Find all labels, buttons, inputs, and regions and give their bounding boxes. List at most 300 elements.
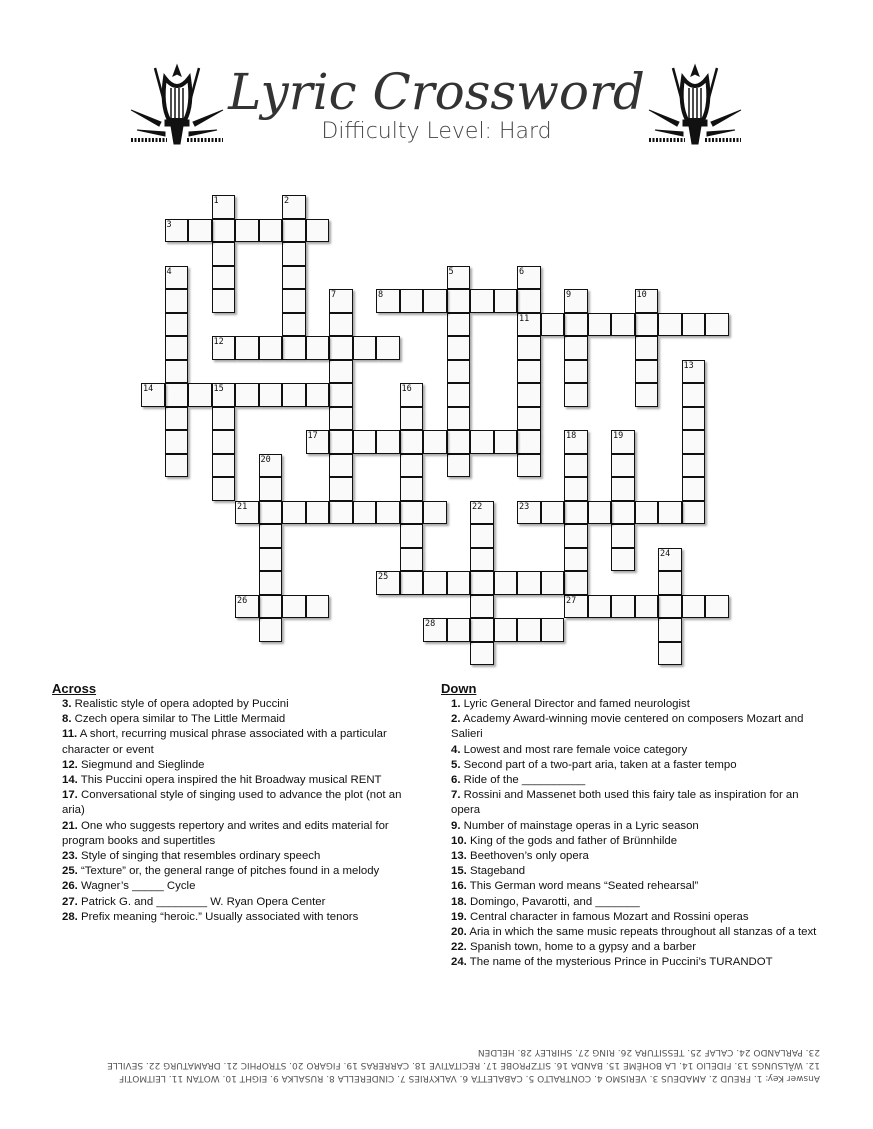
grid-cell[interactable]: [329, 477, 353, 501]
grid-cell[interactable]: [564, 430, 588, 454]
grid-cell[interactable]: [165, 360, 189, 384]
grid-cell[interactable]: [282, 313, 306, 337]
clue-text: Aria in which the same music repeats throughout all stanzas of a text: [466, 926, 817, 939]
clue-item: [52, 727, 412, 757]
grid-cell[interactable]: [682, 407, 706, 431]
grid-cell[interactable]: [447, 383, 471, 407]
clue-item: [441, 849, 821, 864]
grid-cell[interactable]: [400, 430, 424, 454]
clue-number: 13.: [451, 850, 467, 863]
grid-cell[interactable]: [259, 219, 283, 243]
clue-item: [52, 864, 412, 879]
clue-number: 15: [213, 384, 224, 394]
grid-cell[interactable]: [259, 477, 283, 501]
grid-cell[interactable]: [259, 454, 283, 478]
grid-cell[interactable]: [165, 336, 189, 360]
grid-cell[interactable]: [400, 571, 424, 595]
grid-cell[interactable]: [400, 524, 424, 548]
grid-cell[interactable]: [564, 571, 588, 595]
grid-cell[interactable]: [212, 383, 236, 407]
grid-cell[interactable]: [212, 195, 236, 219]
answer-key-line: 23. PARLANDO 24. CALAF 25. TESSITURA 26. RING 27. SHIRLEY 28. HELDEN: [477, 1047, 820, 1057]
grid-cell[interactable]: [329, 407, 353, 431]
clue-text: Rossini and Massenet both used this fairy tale as inspiration for an opera: [451, 789, 799, 817]
grid-cell[interactable]: [259, 383, 283, 407]
grid-cell[interactable]: [306, 430, 330, 454]
grid-cell[interactable]: [470, 289, 494, 313]
clue-number: 21.: [62, 819, 78, 832]
grid-cell[interactable]: [635, 336, 659, 360]
grid-cell[interactable]: [682, 313, 706, 337]
clue-number: 11: [519, 313, 530, 324]
grid-cell[interactable]: [423, 618, 447, 642]
grid-cell[interactable]: [165, 407, 189, 431]
grid-cell[interactable]: [611, 477, 635, 501]
grid-cell[interactable]: [635, 383, 659, 407]
grid-cell[interactable]: [658, 501, 682, 525]
grid-cell[interactable]: [564, 360, 588, 384]
grid-cell[interactable]: [329, 501, 353, 525]
grid-cell[interactable]: [212, 336, 236, 360]
across-heading: Across: [52, 681, 97, 696]
grid-cell[interactable]: [611, 313, 635, 337]
grid-cell[interactable]: [611, 595, 635, 619]
clue-text: The name of the mysterious Prince in Puccini’s TURANDOT: [466, 956, 773, 969]
clue-item: [441, 940, 821, 955]
grid-cell[interactable]: [376, 571, 400, 595]
answer-key-line: Answer Key: 1. FREUD 2. AMADEUS 3. VERISMO 4. CONTRALTO 5. CABALETTA 6. VALKYRIES 7. CINDERELLA 8. RUSALKA 9. EIGHT 10. WOTAN 11. LEITMOTIF: [118, 1073, 820, 1083]
grid-cell[interactable]: [212, 430, 236, 454]
clue-item: [52, 910, 412, 925]
clue-number: 3.: [62, 698, 72, 710]
clue-item: [441, 758, 821, 773]
grid-cell[interactable]: [517, 266, 541, 290]
grid-cell[interactable]: [588, 313, 612, 337]
grid-cell[interactable]: [165, 383, 189, 407]
clue-number: 18.: [451, 895, 467, 908]
clue-number: 8: [378, 290, 384, 300]
grid-cell[interactable]: [212, 454, 236, 478]
grid-cell[interactable]: [564, 383, 588, 407]
grid-cell[interactable]: [306, 219, 330, 243]
clue-number: 14.: [62, 774, 78, 787]
clue-text: Spanish town, home to a gypsy and a barber: [466, 941, 697, 954]
clue-item: [441, 925, 821, 940]
answer-key-line: 12. WÄLSUNGS 13. FIDELIO 14. LA BOHÈME 15. BANDA 16. SITZPROBE 17. RECITATIVE 18. CARRERAS 19. FIGARO 20. STROPHIC 21. DRAMATURG 22. SEVILLE: [107, 1060, 820, 1070]
grid-cell[interactable]: [682, 477, 706, 501]
clue-item: [441, 819, 821, 834]
grid-cell[interactable]: [376, 430, 400, 454]
clue-number: 16.: [451, 880, 467, 893]
grid-cell[interactable]: [470, 548, 494, 572]
grid-cell[interactable]: [517, 454, 541, 478]
grid-cell[interactable]: [259, 501, 283, 525]
clue-item: [52, 773, 412, 788]
clue-text: Academy Award-winning movie centered on composers Mozart and Salieri: [451, 713, 804, 741]
grid-cell[interactable]: [259, 571, 283, 595]
grid-cell[interactable]: [306, 336, 330, 360]
grid-cell[interactable]: [400, 383, 424, 407]
grid-cell[interactable]: [400, 548, 424, 572]
clue-text: Patrick G. and ________ W. Ryan Opera Center: [77, 895, 326, 908]
clue-number: 23.: [62, 850, 78, 863]
grid-cell[interactable]: [494, 289, 518, 313]
lyre-emblem-icon: [645, 60, 745, 148]
grid-cell[interactable]: [259, 618, 283, 642]
grid-cell[interactable]: [611, 548, 635, 572]
grid-cell[interactable]: [165, 313, 189, 337]
grid-cell[interactable]: [470, 618, 494, 642]
grid-cell[interactable]: [282, 266, 306, 290]
clue-number: 8.: [62, 713, 72, 726]
grid-cell[interactable]: [400, 289, 424, 313]
grid-cell[interactable]: [494, 618, 518, 642]
clue-text: This German word means “Seated rehearsal”: [466, 880, 699, 893]
clue-text: Stageband: [466, 865, 526, 878]
clue-number: 16: [401, 384, 412, 394]
grid-cell[interactable]: [282, 336, 306, 360]
grid-cell[interactable]: [658, 595, 682, 619]
grid-cell[interactable]: [212, 407, 236, 431]
grid-cell[interactable]: [212, 289, 236, 313]
clue-text: Czech opera similar to The Little Mermaid: [71, 713, 286, 726]
grid-cell[interactable]: [541, 313, 565, 337]
grid-cell[interactable]: [235, 501, 259, 525]
grid-cell[interactable]: [235, 383, 259, 407]
clue-number: 4.: [451, 743, 461, 756]
clue-number: 24: [660, 548, 671, 559]
grid-cell[interactable]: [282, 501, 306, 525]
grid-cell[interactable]: [400, 407, 424, 431]
clue-number: 27.: [62, 895, 78, 908]
grid-cell[interactable]: [212, 266, 236, 290]
clue-text: Ride of the __________: [460, 774, 586, 787]
clue-number: 5.: [451, 758, 461, 771]
clue-item: [52, 697, 412, 712]
grid-cell[interactable]: [517, 336, 541, 360]
difficulty-label: Difficulty Level: Hard: [321, 119, 552, 144]
grid-cell[interactable]: [447, 336, 471, 360]
grid-cell[interactable]: [212, 242, 236, 266]
clue-number: 19.: [451, 910, 467, 923]
grid-cell[interactable]: [658, 313, 682, 337]
clue-text: Central character in famous Mozart and Rossini operas: [466, 910, 749, 923]
grid-cell[interactable]: [447, 289, 471, 313]
clue-number: 28: [425, 619, 436, 629]
grid-cell[interactable]: [235, 336, 259, 360]
clue-text: Style of singing that resembles ordinary speech: [77, 850, 321, 863]
grid-cell[interactable]: [423, 430, 447, 454]
grid-cell[interactable]: [635, 501, 659, 525]
clue-item: [441, 773, 821, 788]
grid-cell[interactable]: [306, 501, 330, 525]
across-clues: [52, 680, 412, 925]
clue-text: Conversational style of singing used to advance the plot (not an aria): [62, 789, 402, 817]
clue-item: [441, 788, 821, 818]
grid-cell[interactable]: [564, 501, 588, 525]
grid-cell[interactable]: [564, 336, 588, 360]
grid-cell[interactable]: [165, 454, 189, 478]
grid-cell[interactable]: [564, 454, 588, 478]
grid-cell[interactable]: [447, 360, 471, 384]
grid-cell[interactable]: [682, 383, 706, 407]
grid-cell[interactable]: [282, 289, 306, 313]
grid-cell[interactable]: [564, 313, 588, 337]
grid-cell[interactable]: [517, 360, 541, 384]
grid-cell[interactable]: [423, 501, 447, 525]
clue-number: 12.: [62, 758, 78, 771]
clue-number: 7.: [451, 789, 461, 802]
grid-cell[interactable]: [165, 430, 189, 454]
grid-cell[interactable]: [188, 219, 212, 243]
clue-item: [441, 712, 821, 742]
clue-number: 6: [519, 266, 525, 277]
grid-cell[interactable]: [611, 501, 635, 525]
clue-text: Second part of a two-part aria, taken at a faster tempo: [460, 758, 737, 771]
grid-cell[interactable]: [329, 454, 353, 478]
clue-number: 17: [307, 431, 318, 441]
grid-cell[interactable]: [353, 336, 377, 360]
grid-cell[interactable]: [470, 524, 494, 548]
clue-text: A short, recurring musical phrase associated with a particular character or event: [62, 728, 387, 756]
grid-cell[interactable]: [447, 571, 471, 595]
grid-cell[interactable]: [658, 618, 682, 642]
clue-text: Siegmund and Sieglinde: [77, 758, 205, 771]
grid-cell[interactable]: [470, 430, 494, 454]
clue-text: Realistic style of opera adopted by Puccini: [71, 698, 289, 710]
grid-cell[interactable]: [423, 571, 447, 595]
clue-text: King of the gods and father of Brünnhilde: [466, 834, 678, 847]
clue-number: 24.: [451, 956, 467, 969]
clue-number: 27: [566, 595, 577, 606]
clue-text: Lowest and most rare female voice category: [460, 743, 688, 756]
clue-text: Wagner’s _____ Cycle: [77, 880, 196, 893]
grid-cell[interactable]: [306, 383, 330, 407]
clue-number: 14: [143, 384, 154, 394]
grid-cell[interactable]: [188, 383, 212, 407]
grid-cell[interactable]: [306, 595, 330, 619]
grid-cell[interactable]: [682, 430, 706, 454]
grid-cell[interactable]: [141, 383, 165, 407]
clue-number: 20.: [451, 926, 467, 939]
grid-cell[interactable]: [353, 501, 377, 525]
clue-number: 25: [378, 572, 389, 582]
grid-cell[interactable]: [212, 477, 236, 501]
clue-text: Lyric General Director and famed neurologist: [460, 698, 690, 710]
clue-item: [52, 712, 412, 727]
grid-cell[interactable]: [376, 501, 400, 525]
grid-cell[interactable]: [400, 501, 424, 525]
grid-cell[interactable]: [564, 477, 588, 501]
grid-cell[interactable]: [282, 242, 306, 266]
clue-number: 25.: [62, 865, 78, 878]
grid-cell[interactable]: [635, 360, 659, 384]
grid-cell[interactable]: [470, 571, 494, 595]
grid-cell[interactable]: [400, 454, 424, 478]
down-heading: Down: [441, 681, 477, 696]
grid-cell[interactable]: [447, 454, 471, 478]
clue-number: 9: [566, 290, 572, 300]
grid-cell[interactable]: [259, 336, 283, 360]
page-header: [0, 55, 873, 155]
grid-cell[interactable]: [165, 289, 189, 313]
grid-cell[interactable]: [705, 313, 729, 337]
across-clue-list: [52, 697, 412, 925]
grid-cell[interactable]: [165, 266, 189, 290]
grid-cell[interactable]: [447, 313, 471, 337]
grid-cell[interactable]: [235, 595, 259, 619]
grid-cell[interactable]: [611, 524, 635, 548]
grid-cell[interactable]: [611, 454, 635, 478]
grid-cell[interactable]: [282, 195, 306, 219]
grid-cell[interactable]: [353, 430, 377, 454]
grid-cell[interactable]: [329, 383, 353, 407]
clue-item: [441, 834, 821, 849]
grid-cell[interactable]: [470, 595, 494, 619]
grid-cell[interactable]: [282, 595, 306, 619]
clue-number: 23: [519, 501, 530, 512]
clue-item: [52, 895, 412, 910]
grid-cell[interactable]: [259, 524, 283, 548]
clue-number: 15.: [451, 865, 467, 878]
grid-cell[interactable]: [517, 383, 541, 407]
grid-cell[interactable]: [212, 219, 236, 243]
grid-cell[interactable]: [329, 289, 353, 313]
grid-cell[interactable]: [658, 571, 682, 595]
clue-number: 2.: [451, 713, 461, 726]
grid-cell[interactable]: [329, 313, 353, 337]
clue-number: 21: [237, 501, 248, 512]
clue-number: 10.: [451, 834, 467, 847]
grid-cell[interactable]: [611, 430, 635, 454]
grid-cell[interactable]: [564, 524, 588, 548]
clue-text: Domingo, Pavarotti, and _______: [466, 895, 640, 908]
grid-cell[interactable]: [658, 548, 682, 572]
clue-number: 22.: [451, 941, 467, 954]
grid-cell[interactable]: [564, 595, 588, 619]
down-clue-list: [441, 697, 821, 971]
grid-cell[interactable]: [517, 430, 541, 454]
clue-number: 5: [448, 266, 454, 277]
grid-cell[interactable]: [541, 501, 565, 525]
clue-number: 1.: [451, 698, 461, 710]
grid-cell[interactable]: [235, 219, 259, 243]
grid-cell[interactable]: [447, 266, 471, 290]
grid-cell[interactable]: [682, 454, 706, 478]
grid-cell[interactable]: [564, 289, 588, 313]
grid-cell[interactable]: [494, 571, 518, 595]
grid-cell[interactable]: [282, 383, 306, 407]
clue-item: [441, 743, 821, 758]
clue-item: [52, 758, 412, 773]
grid-cell[interactable]: [259, 548, 283, 572]
grid-cell[interactable]: [400, 477, 424, 501]
clue-number: 7: [331, 290, 337, 300]
grid-cell[interactable]: [682, 360, 706, 384]
grid-cell[interactable]: [447, 618, 471, 642]
grid-cell[interactable]: [517, 289, 541, 313]
grid-cell[interactable]: [705, 595, 729, 619]
clue-text: Number of mainstage operas in a Lyric season: [460, 819, 699, 832]
answer-key-upside-down: [40, 1045, 820, 1084]
grid-cell[interactable]: [165, 219, 189, 243]
clue-item: [52, 879, 412, 894]
clue-number: 12: [213, 337, 224, 347]
crossword-grid: [141, 195, 741, 675]
clue-number: 28.: [62, 910, 78, 923]
grid-cell[interactable]: [517, 407, 541, 431]
grid-cell[interactable]: [635, 595, 659, 619]
clue-number: 26: [237, 595, 248, 606]
clue-number: 17.: [62, 789, 78, 802]
grid-cell[interactable]: [447, 407, 471, 431]
clue-number: 18: [566, 431, 577, 441]
clue-item: [52, 819, 412, 849]
clue-text: “Texture” or, the general range of pitches found in a melody: [77, 865, 380, 878]
grid-cell[interactable]: [282, 219, 306, 243]
grid-cell[interactable]: [682, 501, 706, 525]
grid-cell[interactable]: [541, 618, 565, 642]
clue-item: [441, 864, 821, 879]
clue-item: [441, 879, 821, 894]
clue-number: 22: [472, 501, 483, 512]
page-title: Lyric Crossword: [228, 63, 645, 121]
grid-cell[interactable]: [635, 289, 659, 313]
grid-cell[interactable]: [470, 642, 494, 666]
clue-number: 4: [166, 266, 172, 277]
clue-number: 1: [213, 196, 219, 206]
grid-cell[interactable]: [588, 501, 612, 525]
clue-number: 26.: [62, 880, 78, 893]
grid-cell[interactable]: [517, 618, 541, 642]
grid-cell[interactable]: [564, 548, 588, 572]
grid-cell[interactable]: [541, 571, 565, 595]
down-clues: [441, 680, 821, 971]
clue-number: 10: [636, 290, 647, 300]
clue-item: [441, 910, 821, 925]
clue-number: 9.: [451, 819, 461, 832]
grid-cell[interactable]: [470, 501, 494, 525]
grid-cell[interactable]: [517, 501, 541, 525]
clue-number: 19: [613, 431, 624, 441]
clue-text: One who suggests repertory and writes and edits material for program books and supertitles: [62, 819, 389, 847]
grid-cell[interactable]: [447, 430, 471, 454]
grid-cell[interactable]: [517, 571, 541, 595]
grid-cell[interactable]: [494, 430, 518, 454]
clue-number: 11.: [62, 728, 78, 741]
grid-cell[interactable]: [329, 430, 353, 454]
grid-cell[interactable]: [329, 336, 353, 360]
grid-cell[interactable]: [588, 595, 612, 619]
grid-cell[interactable]: [517, 313, 541, 337]
clue-item: [441, 895, 821, 910]
clue-number: 2: [284, 196, 290, 206]
clue-number: 3: [166, 219, 172, 230]
grid-cell[interactable]: [376, 289, 400, 313]
clue-text: Prefix meaning “heroic.” Usually associated with tenors: [77, 910, 359, 923]
clue-text: This Puccini opera inspired the hit Broadway musical RENT: [77, 774, 382, 787]
grid-cell[interactable]: [329, 360, 353, 384]
clue-item: [52, 788, 412, 818]
clue-item: [441, 955, 821, 970]
grid-cell[interactable]: [682, 595, 706, 619]
grid-cell[interactable]: [376, 336, 400, 360]
grid-cell[interactable]: [259, 595, 283, 619]
grid-cell[interactable]: [635, 313, 659, 337]
clue-number: 6.: [451, 774, 461, 787]
grid-cell[interactable]: [658, 642, 682, 666]
grid-cell[interactable]: [423, 289, 447, 313]
